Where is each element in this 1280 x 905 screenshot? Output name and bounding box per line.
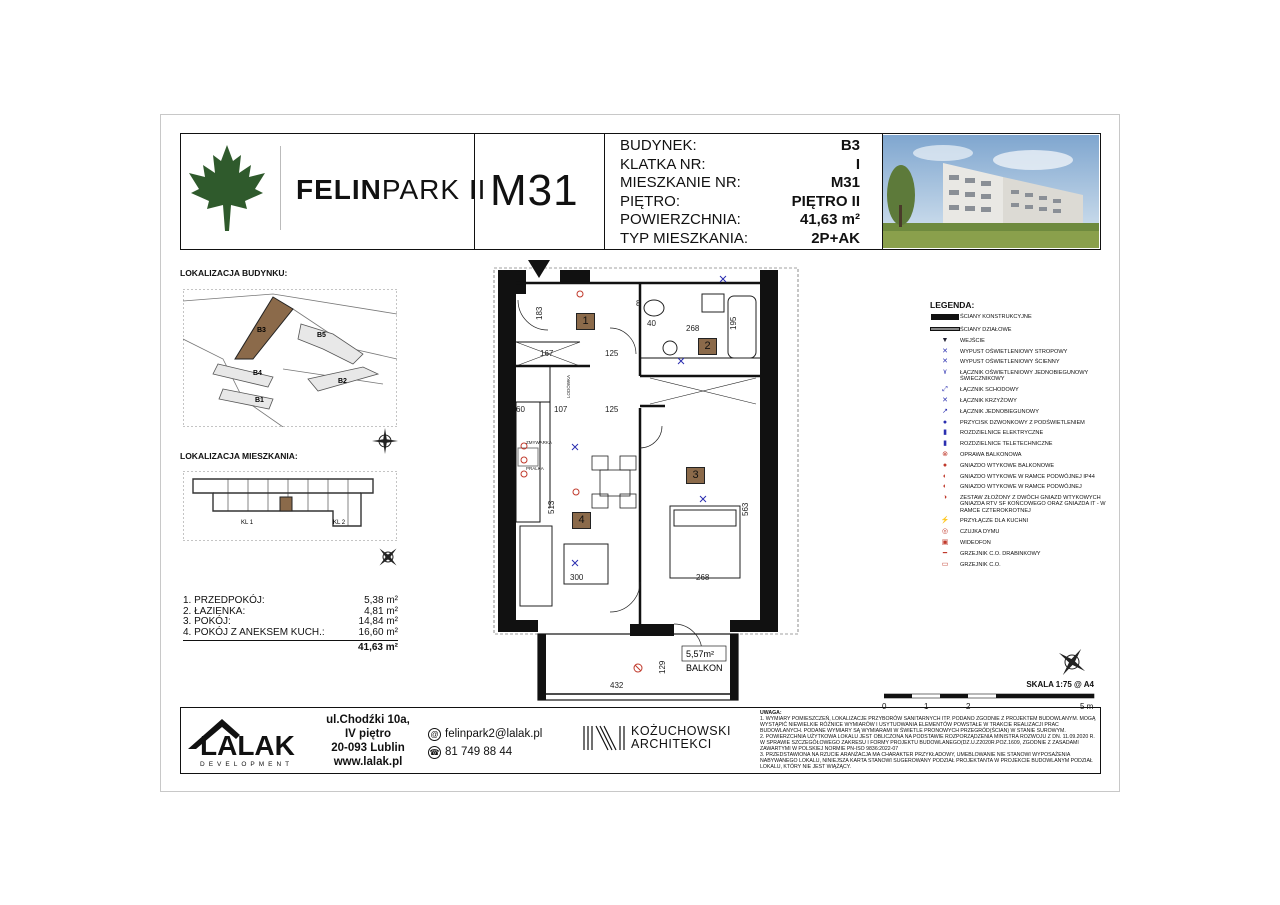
socket-ip44-icon: ◐ bbox=[942, 472, 948, 480]
wall-structural-icon bbox=[930, 314, 960, 322]
legend-text: WYPUST OŚWIETLENIOWY STROPOWY bbox=[960, 348, 1068, 355]
room-name: 2. ŁAZIENKA: bbox=[183, 605, 246, 617]
unipolar-switch-icon: ↗ bbox=[942, 407, 948, 415]
unit-info-value: M31 bbox=[830, 174, 860, 191]
legend-item bbox=[930, 338, 1110, 344]
single-switch-icon: ٧ bbox=[943, 369, 947, 377]
brand-separator bbox=[280, 146, 281, 230]
dim-label: 107 bbox=[554, 405, 568, 414]
building-location-title: LOKALIZACJA BUDYNKU: bbox=[180, 268, 288, 278]
site-label-b5: B5 bbox=[317, 332, 326, 339]
telecom-panel-icon: ▮ bbox=[943, 440, 947, 448]
dim-label: 195 bbox=[729, 316, 738, 330]
rtv-sat-icon: ◑ bbox=[942, 494, 948, 502]
legend bbox=[930, 302, 1110, 572]
legend-text: GNIAZDO WTYKOWE BALKONOWE bbox=[960, 462, 1055, 469]
legend-text: ŚCIANY DZIAŁOWE bbox=[960, 327, 1012, 333]
notes-title: UWAGA: bbox=[760, 710, 782, 716]
address-line: IV piętro bbox=[344, 728, 391, 740]
balcony-area: 5,57m² bbox=[686, 649, 715, 659]
room-total: 41,63 m² bbox=[183, 640, 398, 654]
legend-text: ŚCIANY KONSTRUKCYJNE bbox=[960, 314, 1032, 321]
room-row bbox=[183, 596, 398, 607]
header-divider bbox=[604, 134, 605, 249]
developer-logo-text: LALAK bbox=[200, 730, 295, 761]
dim-label: 563 bbox=[741, 502, 750, 516]
site-label-b4: B4 bbox=[253, 370, 262, 377]
unit-info-key: MIESZKANIE NR: bbox=[620, 174, 741, 191]
room-row bbox=[183, 617, 398, 628]
phone-icon: ☎ bbox=[429, 747, 440, 757]
legend-item bbox=[930, 484, 1110, 490]
unit-info-row bbox=[620, 174, 860, 193]
architect-name-line2: ARCHITEKCI bbox=[631, 737, 712, 751]
north-arrow-icon bbox=[372, 428, 398, 454]
developer-logo bbox=[186, 715, 306, 772]
legend-item bbox=[930, 430, 1110, 436]
address bbox=[318, 713, 418, 769]
legend-item bbox=[930, 452, 1110, 458]
building-location-map bbox=[183, 289, 397, 427]
room-name: 1. PRZEDPOKÓJ: bbox=[183, 595, 265, 606]
room-name: 3. POKÓJ: bbox=[183, 616, 231, 627]
kitchen-connection-icon: ⚡ bbox=[940, 517, 950, 525]
legend-item bbox=[930, 474, 1110, 480]
dim-label: 268 bbox=[686, 324, 700, 333]
scale-tick: 0 bbox=[882, 702, 887, 711]
legend-item bbox=[930, 409, 1110, 415]
notes bbox=[760, 710, 1098, 770]
legend-item bbox=[930, 463, 1110, 469]
unit-info-value: 41,63 m² bbox=[799, 211, 860, 228]
dim-label: 8 bbox=[636, 299, 641, 308]
legend-text: ROZDZIELNICE ELEKTRYCZNE bbox=[960, 430, 1044, 437]
doorbell-icon: ● bbox=[942, 418, 948, 426]
balcony-light-icon: ⊗ bbox=[942, 450, 948, 458]
phone-text: 81 749 88 44 bbox=[445, 746, 513, 758]
unit-info-row bbox=[620, 211, 860, 230]
electric-panel-icon: ▮ bbox=[943, 429, 947, 437]
appliance-label: PRALKA bbox=[526, 466, 544, 471]
legend-text: OPRAWA BALKONOWA bbox=[960, 451, 1022, 458]
note-item: 1. WYMIARY POMIESZCZEŃ, LOKALIZACJE PRZYBORÓW SANITARNYCH ITP. PODANO ZGODNIE Z PROJEKTEM BUDOWLANYM. MOGĄ WYSTĄPIĆ NIEWIELKIE RÓŻNICE WYMIARÓW I USYTUOWANIA ELEMENTÓW POWSTAŁE W TRAKCIE REALIZACJI PRAC BUDOWLANYCH. PODANE WYMIARY SĄ WYMIARAMI W ŚWIETLE PRONOWYCH PRZEGRÓD(ŚCIAN) W STANIE SUROWYM. bbox=[760, 716, 1096, 734]
developer-logo-sub: DEVELOPMENT bbox=[200, 761, 294, 767]
architect-name-line1: KOŻUCHOWSKI bbox=[631, 724, 731, 738]
legend-item bbox=[930, 551, 1110, 557]
legend-title: LEGENDA: bbox=[930, 300, 975, 310]
legend-item bbox=[930, 529, 1110, 535]
unit-info-value: 2P+AK bbox=[811, 229, 860, 247]
unit-info-row bbox=[620, 230, 860, 249]
legend-item bbox=[930, 314, 1110, 322]
legend-text: GNIAZDO WTYKOWE W RAMCE PODWÓJNEJ bbox=[960, 484, 1082, 491]
building-photo bbox=[883, 135, 1099, 248]
unit-info-row bbox=[620, 193, 860, 212]
legend-text: ŁĄCZNIK JEDNOBIEGUNOWY bbox=[960, 408, 1039, 415]
legend-text: GRZEJNIK C.O. DRABINKOWY bbox=[960, 550, 1041, 557]
legend-text: WYPUST OŚWIETLENIOWY ŚCIENNY bbox=[960, 359, 1060, 366]
unit-info-row bbox=[620, 156, 860, 175]
legend-item bbox=[930, 349, 1110, 355]
ladder-radiator-icon: ━ bbox=[942, 549, 948, 557]
unit-info bbox=[620, 137, 860, 248]
appliance-label: LODÓWKA bbox=[566, 374, 571, 398]
legend-text: ŁĄCZNIK OŚWIETLENIOWY JEDNOBIEGUNOWY ŚWIECZNIKOWY bbox=[960, 370, 1089, 383]
room-number: 3 bbox=[686, 467, 705, 484]
dim-label: 183 bbox=[535, 306, 544, 320]
dim-label: 125 bbox=[605, 405, 619, 414]
wall-partition-icon bbox=[930, 327, 960, 333]
unit-info-value: B3 bbox=[840, 137, 860, 154]
unit-code: M31 bbox=[490, 166, 579, 215]
dim-label: 432 bbox=[610, 681, 624, 690]
dim-label: 129 bbox=[658, 660, 667, 674]
scale-tick: 2 bbox=[966, 702, 971, 711]
legend-text: GNIAZDO WTYKOWE W RAMCE PODWÓJNEJ IP44 bbox=[960, 473, 1095, 480]
legend-item bbox=[930, 398, 1110, 404]
floor-label-kl2: KL 2 bbox=[333, 520, 346, 526]
north-arrow-icon bbox=[1056, 646, 1088, 678]
legend-item bbox=[930, 562, 1110, 568]
room-area-list bbox=[183, 596, 398, 654]
unit-info-key: KLATKA NR: bbox=[620, 155, 706, 173]
address-line: ul.Chodźki 10a, bbox=[326, 714, 410, 726]
radiator-icon: ▭ bbox=[941, 560, 949, 568]
balcony-label: BALKON bbox=[686, 663, 723, 673]
room-number: 2 bbox=[698, 338, 717, 355]
dim-label: 60 bbox=[516, 405, 525, 414]
ceiling-light-icon: ✕ bbox=[942, 347, 948, 355]
scale-tick: 1 bbox=[924, 702, 929, 711]
dim-label: 268 bbox=[696, 573, 710, 582]
entrance-icon bbox=[528, 260, 550, 278]
site-label-b1: B1 bbox=[255, 397, 264, 404]
unit-info-row bbox=[620, 137, 860, 156]
unit-info-key: POWIERZCHNIA: bbox=[620, 211, 741, 228]
entrance-icon: ▼ bbox=[941, 336, 949, 344]
note-item: 3. PRZEDSTAWIONA NA RZUCIE ARANŻACJA MA CHARAKTER PRZYKŁADOWY, UMEBLOWANIE NIE STANOWI WYPOSAŻENIA NABYWANEGO LOKALU, NINIEJSZA KARTA STANOWI SUGEROWANY PODZIAŁ PROJEKTANTA W PROJEKCIE BUDOWLANYM PODZIAŁ LOKALU, KTÓRY NIE JEST WIĄŻĄCY. bbox=[760, 752, 1093, 770]
legend-item bbox=[930, 518, 1110, 524]
legend-text: WEJŚCIE bbox=[960, 337, 985, 344]
legend-item bbox=[930, 420, 1110, 426]
cross-switch-icon: ✕ bbox=[942, 396, 948, 404]
appliance-label: ZMYWARKA bbox=[526, 440, 552, 445]
legend-item bbox=[930, 441, 1110, 447]
room-number: 1 bbox=[576, 313, 595, 330]
legend-text: PRZYCISK DZWONKOWY Z PODŚWIETLENIEM bbox=[960, 419, 1085, 426]
room-area: 4,81 m² bbox=[364, 605, 398, 617]
floor-label-kl1: KL 1 bbox=[241, 520, 254, 526]
note-item: 2. POWIERZCHNIA UŻYTKOWA LOKALU JEST OBLICZONA NA PODSTAWIE ROZPORZĄDZENIA MINISTRA ROZWOJU Z DN. 11.09.2020 R. W SPRAWIE SZCZEGÓŁOWEGO ZAKRESU I FORMY PROJEKTU BUDOWLANEGO(DZ.U.Z2020R.POZ.1609, ZGODNIE Z ZASADAMI ZAWARTYMI W POLSKIEJ NORMIE PN-ISO 9836:2022-07 bbox=[760, 734, 1095, 752]
contact bbox=[428, 725, 542, 761]
legend-text: ŁĄCZNIK SCHODOWY bbox=[960, 387, 1019, 394]
room-area: 16,60 m² bbox=[358, 626, 398, 638]
dim-label: 125 bbox=[605, 349, 619, 358]
apartment-location-map bbox=[183, 471, 397, 541]
legend-item bbox=[930, 327, 1110, 333]
email-text[interactable]: felinpark2@lalak.pl bbox=[445, 728, 543, 740]
apartment-location-title: LOKALIZACJA MIESZKANIA: bbox=[180, 451, 298, 461]
site-label-b2: B2 bbox=[338, 378, 347, 385]
legend-item bbox=[930, 495, 1110, 514]
site-label-b3: B3 bbox=[257, 327, 266, 334]
unit-info-key: PIĘTRO: bbox=[620, 192, 681, 210]
unit-info-key: TYP MIESZKANIA: bbox=[620, 229, 749, 247]
stair-switch-icon: ⤢ bbox=[942, 386, 948, 394]
north-arrow-icon bbox=[376, 545, 400, 569]
dim-label: 40 bbox=[647, 319, 656, 328]
smoke-detector-icon: ◎ bbox=[941, 528, 949, 536]
intercom-icon: ▣ bbox=[941, 538, 949, 546]
scale-tick: 5 m bbox=[1080, 702, 1094, 711]
room-area: 5,38 m² bbox=[364, 595, 398, 606]
room-number: 4 bbox=[572, 512, 591, 529]
address-line[interactable]: www.lalak.pl bbox=[333, 756, 403, 768]
dim-label: 513 bbox=[547, 500, 556, 514]
maple-leaf-logo bbox=[185, 143, 269, 233]
legend-text: GRZEJNIK C.O. bbox=[960, 561, 1001, 568]
architect-logo bbox=[582, 724, 731, 752]
room-row bbox=[183, 628, 398, 639]
architect-mark-icon bbox=[582, 724, 626, 752]
legend-item bbox=[930, 540, 1110, 546]
dim-label: 300 bbox=[570, 573, 584, 582]
legend-item bbox=[930, 370, 1110, 382]
legend-text: ZESTAW ZŁOŻONY Z DWÓCH GNIAZD WTYKOWYCH GNIAZDA RTV SF KOŃCOWEGO ORAZ GNIAZDA IT - W RAMCE CZTEROKROTNEJ bbox=[960, 495, 1106, 514]
email-icon: @ bbox=[428, 728, 441, 741]
unit-info-value: PIĘTRO II bbox=[791, 192, 860, 210]
legend-item bbox=[930, 387, 1110, 393]
brand-name: FELINPARK II bbox=[296, 174, 487, 205]
legend-text: PRZYŁĄCZE DLA KUCHNI bbox=[960, 518, 1029, 525]
unit-info-key: BUDYNEK: bbox=[620, 137, 697, 154]
wall-light-icon: ✕ bbox=[942, 358, 948, 366]
room-name: 4. POKÓJ Z ANEKSEM KUCH.: bbox=[183, 626, 325, 638]
room-area: 14,84 m² bbox=[358, 616, 398, 627]
address-line: 20-093 Lublin bbox=[331, 742, 405, 754]
scale-label: SKALA 1:75 @ A4 bbox=[1026, 680, 1094, 689]
legend-text: ROZDZIELNICE TELETECHNICZNE bbox=[960, 441, 1053, 448]
legend-text: WIDEOFON bbox=[960, 539, 991, 546]
dim-label: 167 bbox=[540, 349, 554, 358]
legend-text: CZUJKA DYMU bbox=[960, 529, 1000, 536]
legend-item bbox=[930, 359, 1110, 365]
legend-text: ŁĄCZNIK KRZYŻOWY bbox=[960, 397, 1017, 404]
double-socket-icon: ◐ bbox=[942, 483, 948, 491]
scale-ruler bbox=[884, 692, 1100, 700]
unit-info-value: I bbox=[855, 155, 860, 173]
floor-plan bbox=[490, 258, 810, 708]
balcony-socket-icon: ● bbox=[942, 461, 948, 469]
